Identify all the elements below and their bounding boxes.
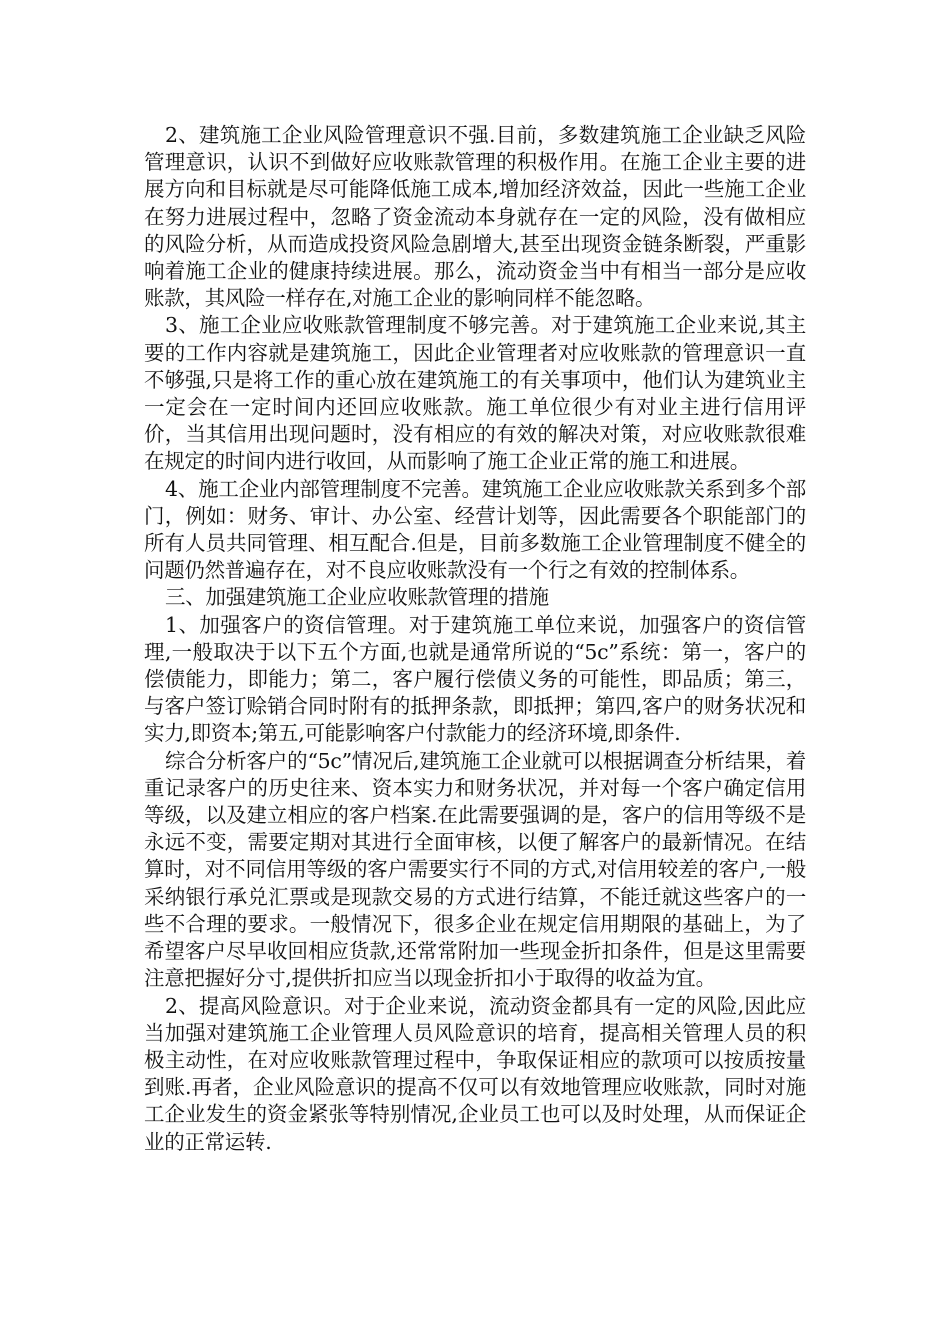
paragraph-receivables-system: 3、施工企业应收账款管理制度不够完善。对于建筑施工企业来说,其主要的工作内容就是建筑施工，因此企业管理者对应收账款的管理意识一直不够强,只是将工作的重心放在建筑施工的有关事项中，他们认为建筑业主一定会在一定时间内还回应收账款。施工单位很少有对业主进行信用评价，当其信用出现问题时，没有相应的有效的解决对策，对应收账款很难在规定的时间内进行收回，从而影响了施工企业正常的施工和进展。	[144, 313, 806, 474]
section-heading-measures: 三、加强建筑施工企业应收账款管理的措施	[165, 585, 549, 610]
paragraph-raise-risk-awareness: 2、提高风险意识。对于企业来说，流动资金都具有一定的风险,因此应当加强对建筑施工企业管理人员风险意识的培育，提高相关管理人员的积极主动性，在对应收账款管理过程中，争取保证相应的款项可以按质按量到账.再者，企业风险意识的提高不仅可以有效地管理应收账款，同时对施工企业发生的资金紧张等特别情况,企业员工也可以及时处理，从而保证企业的正常运转.	[144, 993, 806, 1154]
document-page	[144, 122, 806, 1156]
paragraph-risk-awareness: 2、建筑施工企业风险管理意识不强.目前，多数建筑施工企业缺乏风险管理意识，认识不到做好应收账款管理的积极作用。在施工企业主要的进展方向和目标就是尽可能降低施工成本,增加经济效益，因此一些施工企业在努力进展过程中，忽略了资金流动本身就存在一定的风险，没有做相应的风险分析，从而造成投资风险急剧增大,甚至出现资金链条断裂，严重影响着施工企业的健康持续进展。那么，流动资金当中有相当一部分是应收账款，其风险一样存在,对施工企业的影响同样不能忽略。	[144, 123, 806, 311]
paragraph-credit-management: 1、加强客户的资信管理。对于建筑施工单位来说，加强客户的资信管理,一般取决于以下五个方面,也就是通常所说的“5c”系统：第一，客户的偿债能力，即能力；第二，客户履行偿债义务的可能性，即品质；第三，与客户签订赊销合同时附有的抵押条款，即抵押；第四,客户的财务状况和实力,即资本;第五,可能影响客户付款能力的经济环境,即条件.	[144, 612, 806, 746]
paragraph-5c-analysis: 综合分析客户的“5c”情况后,建筑施工企业就可以根据调查分析结果，着重记录客户的历史往来、资本实力和财务状况，并对每一个客户确定信用等级，以及建立相应的客户档案.在此需要强调的是，客户的信用等级不是永远不变，需要定期对其进行全面审核，以便了解客户的最新情况。在结算时，对不同信用等级的客户需要实行不同的方式,对信用较差的客户,一般采纳银行承兑汇票或是现款交易的方式进行结算，不能迁就这些客户的一些不合理的要求。一般情况下，很多企业在规定信用期限的基础上，为了希望客户尽早收回相应货款,还常常附加一些现金折扣条件，但是这里需要注意把握好分寸,提供折扣应当以现金折扣小于取得的收益为宜。	[144, 748, 806, 991]
paragraph-internal-management: 4、施工企业内部管理制度不完善。建筑施工企业应收账款关系到多个部门，例如：财务、审计、办公室、经营计划等，因此需要各个职能部门的所有人员共同管理、相互配合.但是，目前多数施工企业管理制度不健全的问题仍然普遍存在，对不良应收账款没有一个行之有效的控制体系。	[144, 476, 806, 583]
